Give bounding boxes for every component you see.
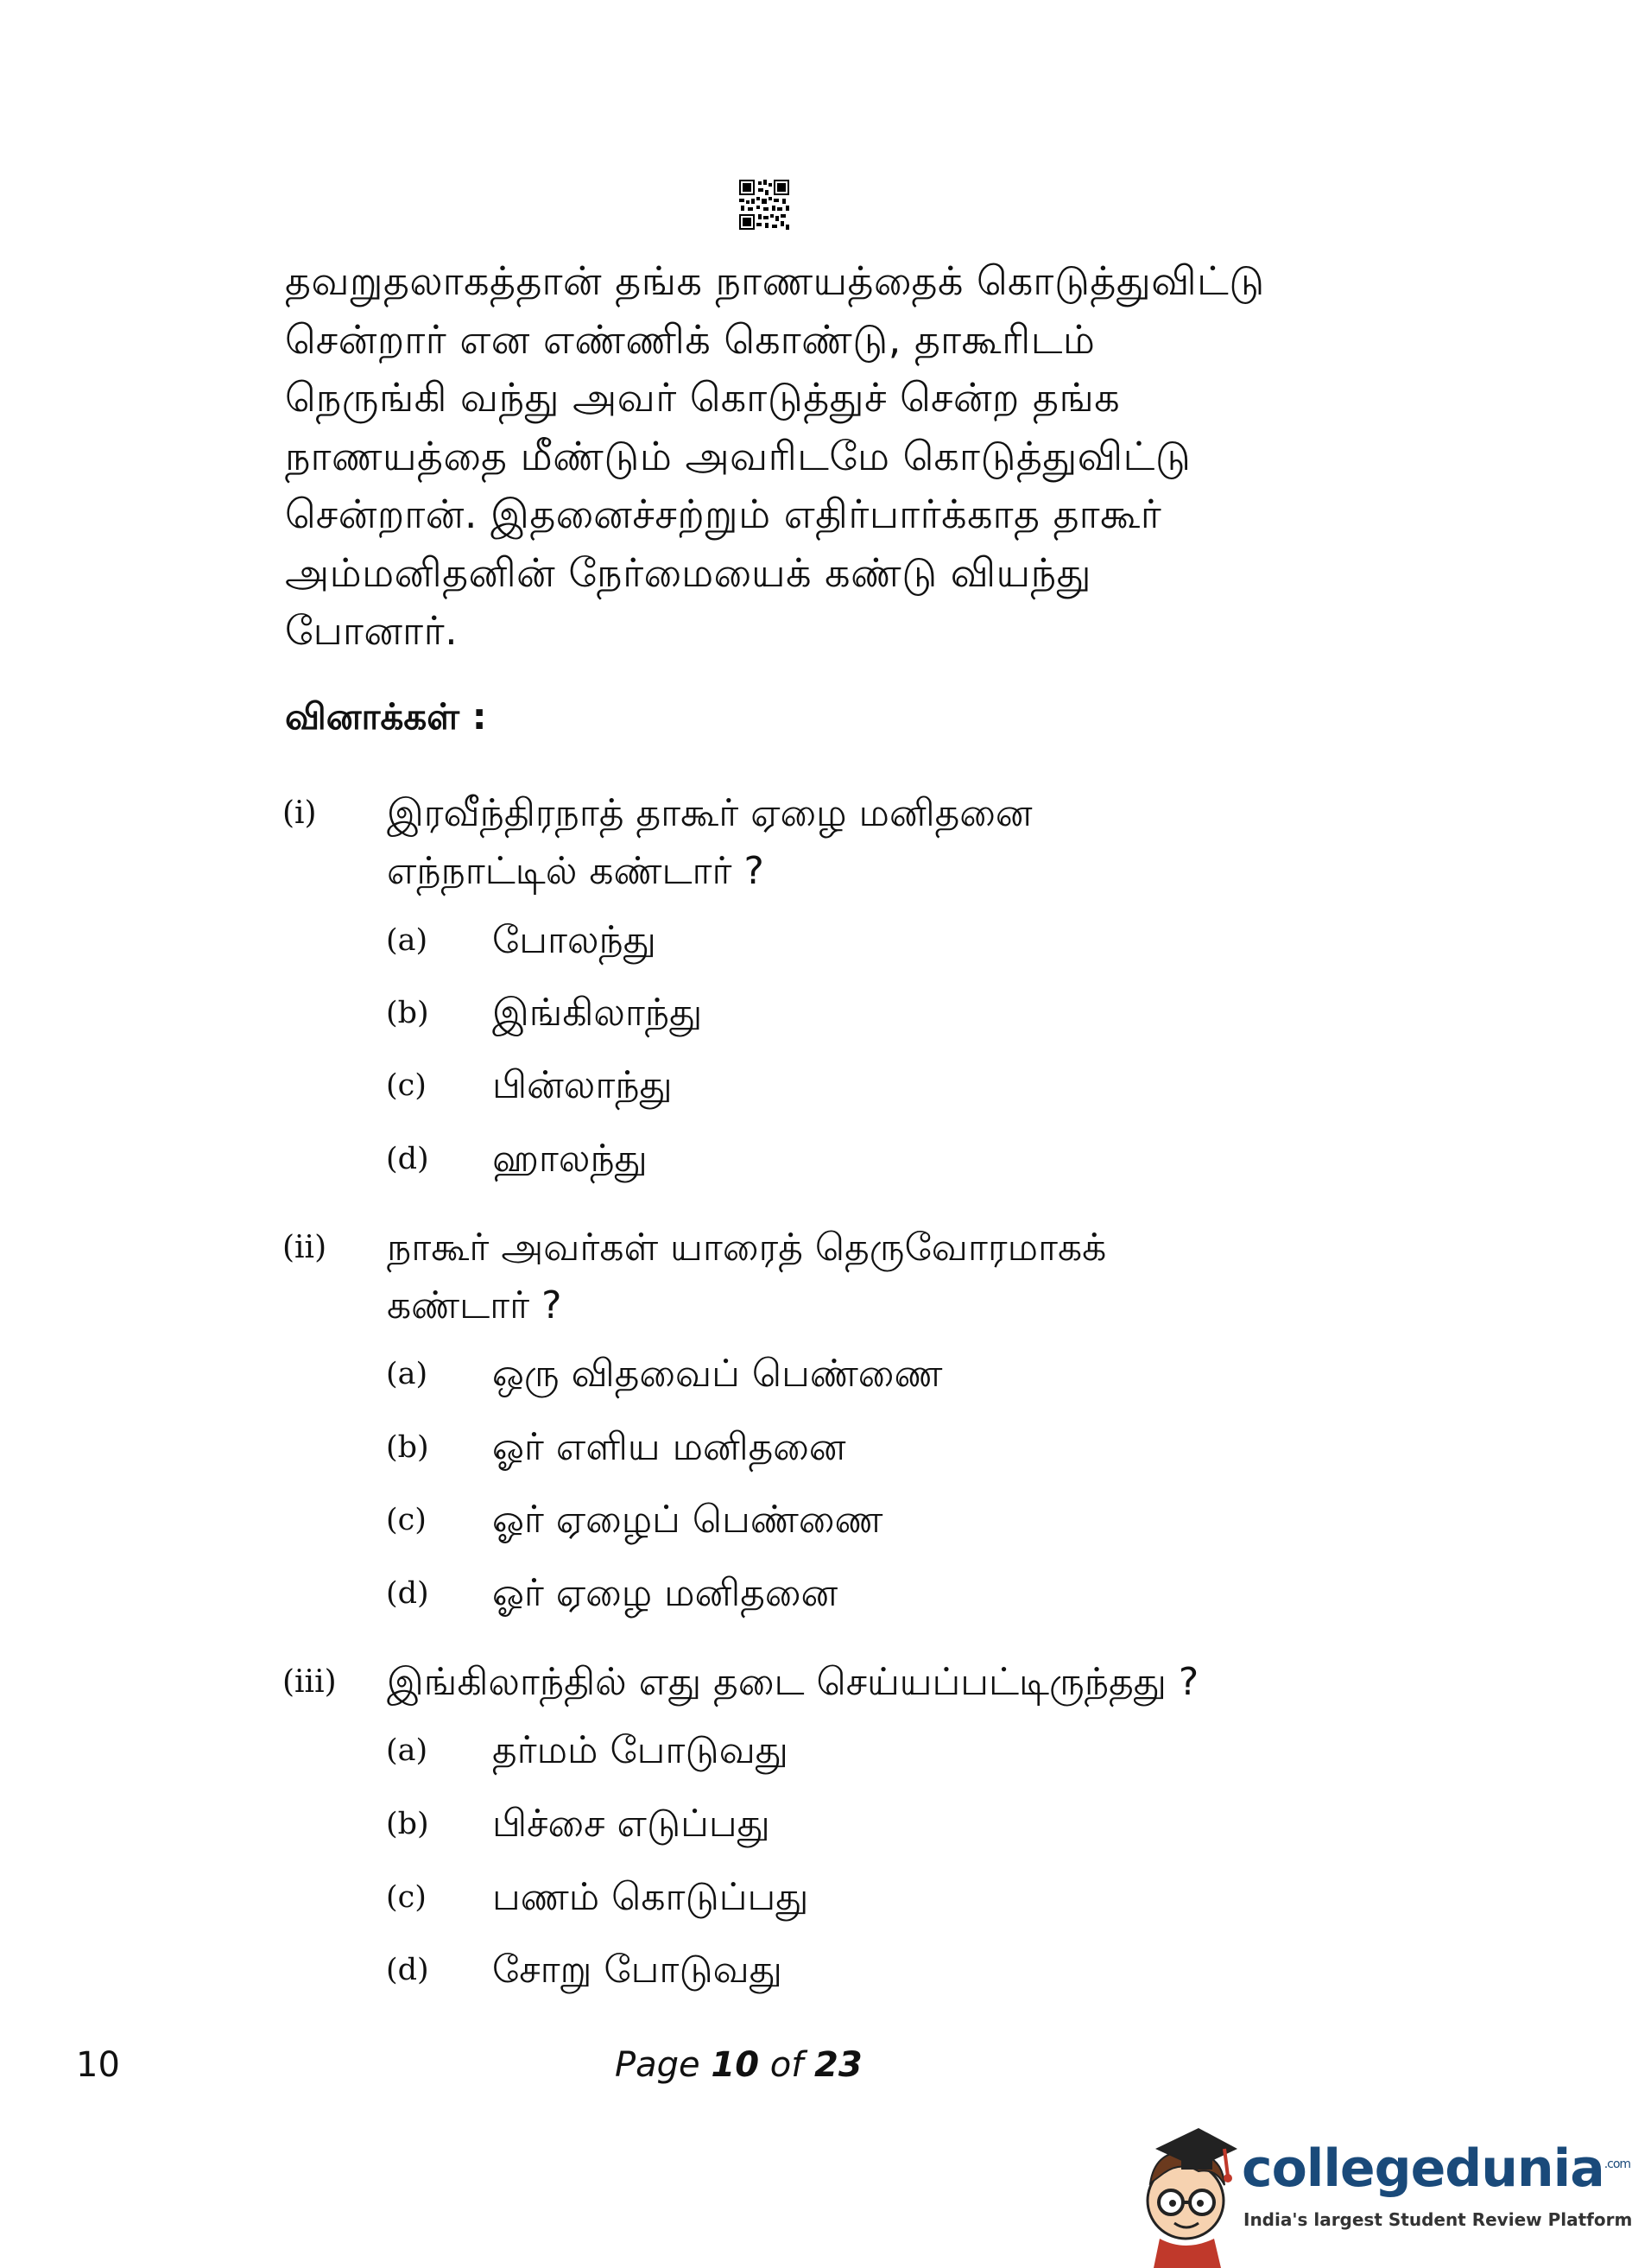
option xyxy=(0,906,1542,975)
question-number: (ii) xyxy=(282,1230,327,1265)
brand-name xyxy=(1242,2138,1630,2199)
option-text: ஓர் ஏழை மனிதனை xyxy=(492,1571,838,1615)
option xyxy=(0,979,1542,1048)
option xyxy=(0,1790,1542,1859)
page-word: Page xyxy=(615,2045,700,2085)
question-text: எந்நாட்டில் கண்டார் ? xyxy=(387,849,764,893)
passage-line: தவறுதலாகத்தான் தங்க நாணயத்தைக் கொடுத்துவிட்டு xyxy=(285,257,1265,304)
option-text: ஓர் எளிய மனிதனை xyxy=(492,1425,846,1469)
option-text: பணம் கொடுப்பது xyxy=(492,1875,809,1919)
option xyxy=(0,1559,1542,1628)
passage-line: நாணயத்தை மீண்டும் அவரிடமே கொடுத்துவிட்டு xyxy=(285,432,1192,479)
option-text: ஒரு விதவைப் பெண்ணை xyxy=(492,1352,943,1396)
questions-heading: வினாக்கள் : xyxy=(285,695,487,738)
option xyxy=(0,1340,1542,1409)
option-label: (c) xyxy=(386,1068,427,1103)
question-text: இரவீந்திரநாத் தாகூர் ஏழை மனிதனை xyxy=(387,791,1033,835)
question-text: இங்கிலாந்தில் எது தடை செய்யப்பட்டிருந்தது ? xyxy=(387,1660,1199,1704)
option xyxy=(0,1486,1542,1555)
option-label: (d) xyxy=(386,1576,429,1611)
option xyxy=(0,1051,1542,1120)
option-text: பிச்சை எடுப்பது xyxy=(492,1802,770,1846)
brand-suffix: .com xyxy=(1604,2157,1631,2171)
passage-line: அம்மனிதனின் நேர்மையைக் கண்டு வியந்து xyxy=(285,548,1091,596)
passage-line: சென்றார் என எண்ணிக் கொண்டு, தாகூரிடம் xyxy=(285,315,1096,363)
option-text: தர்மம் போடுவது xyxy=(492,1728,788,1772)
brand-tagline: India's largest Student Review Platform xyxy=(1243,2209,1632,2230)
option xyxy=(0,1413,1542,1482)
page-indicator xyxy=(615,2045,863,2085)
option xyxy=(0,1935,1542,2005)
question-number: (i) xyxy=(282,795,317,831)
option-label: (b) xyxy=(386,1807,429,1841)
passage-line: நெருங்கி வந்து அவர் கொடுத்துச் சென்ற தங்க xyxy=(285,374,1121,421)
option xyxy=(0,1124,1542,1194)
option-text: இங்கிலாந்து xyxy=(492,991,703,1035)
collegedunia-logo xyxy=(1138,2123,1632,2268)
option-label: (a) xyxy=(386,923,428,958)
passage-line: போனார். xyxy=(285,607,459,654)
page-total: 23 xyxy=(814,2045,863,2085)
brand-text: collegedunia xyxy=(1242,2138,1604,2199)
option xyxy=(0,1716,1542,1785)
qr-code-icon xyxy=(739,180,789,230)
page-number-left: 10 xyxy=(76,2045,120,2085)
option-text: ஓர் ஏழைப் பெண்ணை xyxy=(492,1498,883,1542)
passage-line: சென்றான். இதனைச்சற்றும் எதிர்பார்க்காத தாகூர் xyxy=(285,491,1162,537)
option-text: சோறு போடுவது xyxy=(492,1948,782,1992)
option-label: (a) xyxy=(386,1733,428,1768)
option-label: (d) xyxy=(386,1953,429,1987)
option-label: (b) xyxy=(386,1430,429,1465)
question-number: (iii) xyxy=(282,1664,337,1700)
question-text: கண்டார் ? xyxy=(387,1283,562,1327)
page-of: of xyxy=(769,2045,804,2085)
question-text: நாகூர் அவர்கள் யாரைத் தெருவோரமாகக் xyxy=(387,1226,1107,1270)
passage xyxy=(285,252,1407,661)
option-text: ஹாலந்து xyxy=(492,1137,648,1181)
page-current: 10 xyxy=(711,2045,760,2085)
option xyxy=(0,1863,1542,1932)
mascot-icon xyxy=(1138,2123,1242,2268)
option-text: பின்லாந்து xyxy=(492,1063,673,1107)
option-label: (a) xyxy=(386,1357,428,1391)
option-label: (d) xyxy=(386,1142,429,1176)
option-text: போலந்து xyxy=(492,918,656,962)
option-label: (b) xyxy=(386,996,429,1030)
option-label: (c) xyxy=(386,1503,427,1537)
option-label: (c) xyxy=(386,1880,427,1915)
